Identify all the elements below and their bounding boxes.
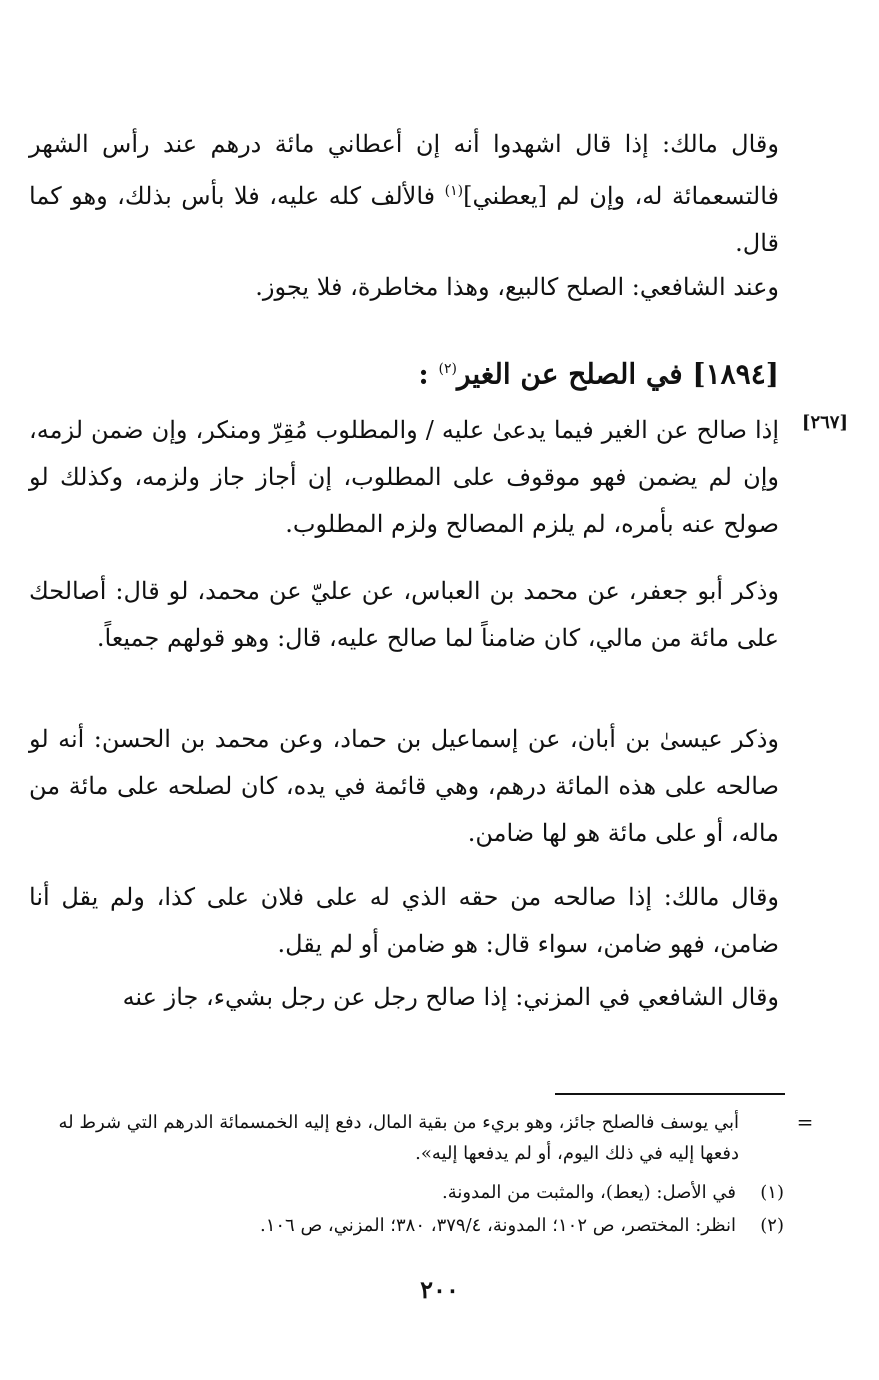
paragraph-shafii-2 — [29, 974, 779, 1021]
paragraph-isa — [29, 716, 779, 857]
footnote-text: انظر: المختصر، ص ١٠٢؛ المدونة، ٣٧٩/٤، ٣٨٠؛ المزني، ص ١٠٦. — [259, 1215, 736, 1236]
paragraph-text: وذكر عيسىٰ بن أبان، عن إسماعيل بن حماد، وعن محمد بن الحسن: أنه لو صالحه على هذه المائة درهم، وهي قائمة في يده، كان لصلحه على مائة من ماله، أو على مائة هو لها ضامن. — [29, 725, 780, 847]
paragraph-shafii-1 — [79, 264, 779, 311]
footnote-1 — [64, 1177, 784, 1208]
page-number: ٢٠٠ — [420, 1275, 459, 1304]
paragraph-text: وذكر أبو جعفر، عن محمد بن العباس، عن عليّ عن محمد، لو قال: أصالحك على مائة من مالي، كان ضامناً لما صالح عليه، قال: وهو قولهم جميعاً. — [29, 577, 779, 652]
footnote-text: في الأصل: (يعط)، والمثبت من المدونة. — [442, 1182, 736, 1203]
paragraph-malik-1 — [29, 121, 779, 267]
heading-title: في الصلح عن الغير — [456, 357, 683, 391]
paragraph-text: وعند الشافعي: الصلح كالبيع، وهذا مخاطرة، فلا يجوز. — [255, 273, 779, 301]
footnote-ref-1: (١) — [444, 183, 464, 199]
footnote-continuation-mark: = — [796, 1110, 814, 1134]
footnote-text: أبي يوسف فالصلح جائز، وهو بريء من بقية المال، دفع إليه الخمسمائة الدرهم التي شرط له دفعها إليه في ذلك اليوم، أو لم يدفعها إليه». — [58, 1112, 739, 1164]
paragraph-text: وقال الشافعي في المزني: إذا صالح رجل عن رجل بشيء، جاز عنه — [122, 983, 779, 1011]
footnote-ref-2: (٢) — [438, 361, 457, 377]
footnote-continuation — [24, 1107, 739, 1169]
heading-number: [١٨٩٤] — [692, 357, 779, 391]
paragraph-abu-jafar — [29, 568, 779, 662]
section-heading — [418, 345, 779, 398]
paragraph-text: إذا صالح عن الغير فيما يدعىٰ عليه / والمطلوب مُقِرّ ومنكر، وإن ضمن لزمه، وإن لم يضمن فهو موقوف على المطلوب، إن أجاز جاز ولزمه، وكذلك لو صولح عنه بأمره، لم يلزم المصالح ولزم المطلوب. — [29, 416, 779, 538]
footnote-separator — [555, 1093, 785, 1095]
paragraph-sulh — [29, 407, 779, 548]
paragraph-text: وقال مالك: إذا قال اشهدوا أنه إن أعطاني مائة درهم عند رأس الشهر فالتسعمائة له، وإن لم [يعطني] — [29, 130, 780, 210]
heading-colon: : — [418, 357, 439, 391]
footnote-2 — [64, 1210, 784, 1241]
paragraph-text-rest: فالألف كله عليه، فلا بأس بذلك، وهو كما قال. — [29, 182, 779, 257]
footnote-number: (١) — [760, 1182, 784, 1203]
paragraph-malik-2 — [29, 874, 779, 968]
paragraph-text: وقال مالك: إذا صالحه من حقه الذي له على فلان على كذا، ولم يقل أنا ضامن، فهو ضامن، سواء قال: هو ضامن أو لم يقل. — [29, 883, 779, 958]
manuscript-folio-marker: [٢٦٧] — [801, 412, 848, 433]
footnote-number: (٢) — [760, 1215, 784, 1236]
